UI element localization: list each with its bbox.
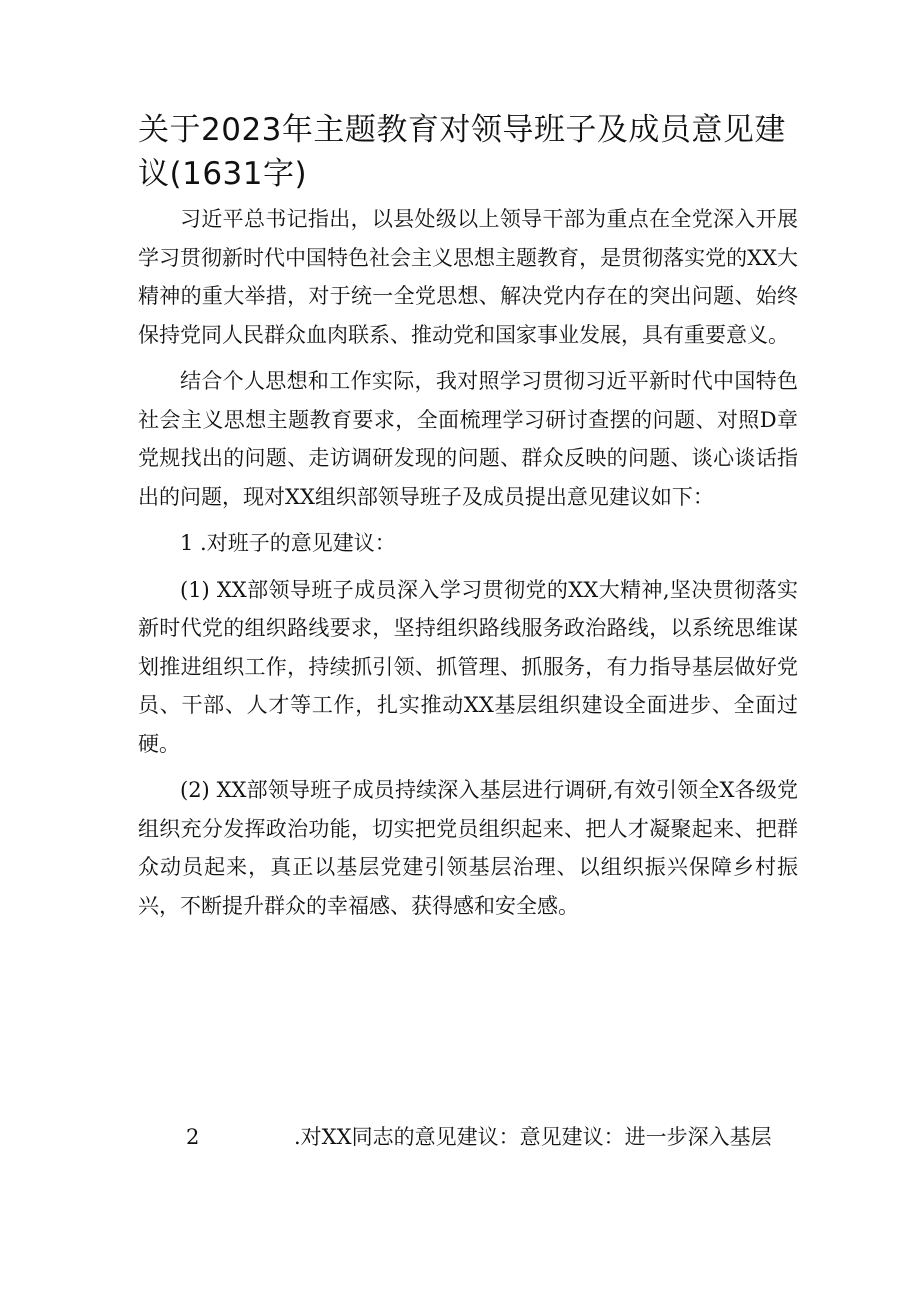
item-2: (2) XX部领导班子成员持续深入基层进行调研,有效引领全X各级党组织充分发挥政治功能，切实把党员组织起来、把人才凝聚起来、把群众动员起来，真正以基层党建引领基层治理、以组织振兴保障乡村振兴，不断提升群众的幸福感、获得感和安全感。 [138,778,798,918]
document-body [138,200,798,933]
section-1-heading: 1 .对班子的意见建议： [180,531,396,555]
paragraph-context: 结合个人思想和工作实际，我对照学习贯彻习近平新时代中国特色社会主义思想主题教育要求，全面梳理学习研讨查摆的问题、对照D章党规找出的问题、走访调研发现的问题、群众反映的问题、谈心谈话指出的问题，现对XX组织部领导班子及成员提出意见建议如下： [138,369,798,509]
section-2-text: .对XX同志的意见建议：意见建议：进一步深入基层 [294,1125,772,1149]
paragraph-intro: 习近平总书记指出，以县处级以上领导干部为重点在全党深入开展学习贯彻新时代中国特色社会主义思想主题教育，是贯彻落实党的XX大精神的重大举措，对于统一全党思想、解决党内存在的突出问题、始终保持党同人民群众血肉联系、推动党和国家事业发展，具有重要意义。 [138,207,798,347]
section-2-number: 2 [186,1125,200,1149]
document-title: 关于2023年主题教育对领导班子及成员意见建议(1631字) [138,112,786,192]
item-1: (1) XX部领导班子成员深入学习贯彻党的XX大精神,坚决贯彻落实新时代党的组织路线要求，坚持组织路线服务政治路线，以系统思维谋划推进组织工作，持续抓引领、抓管理、抓服务，有力指导基层做好党员、干部、人才等工作，扎实推动XX基层组织建设全面进步、全面过硬。 [138,577,798,756]
section-2-heading [186,1118,798,1157]
